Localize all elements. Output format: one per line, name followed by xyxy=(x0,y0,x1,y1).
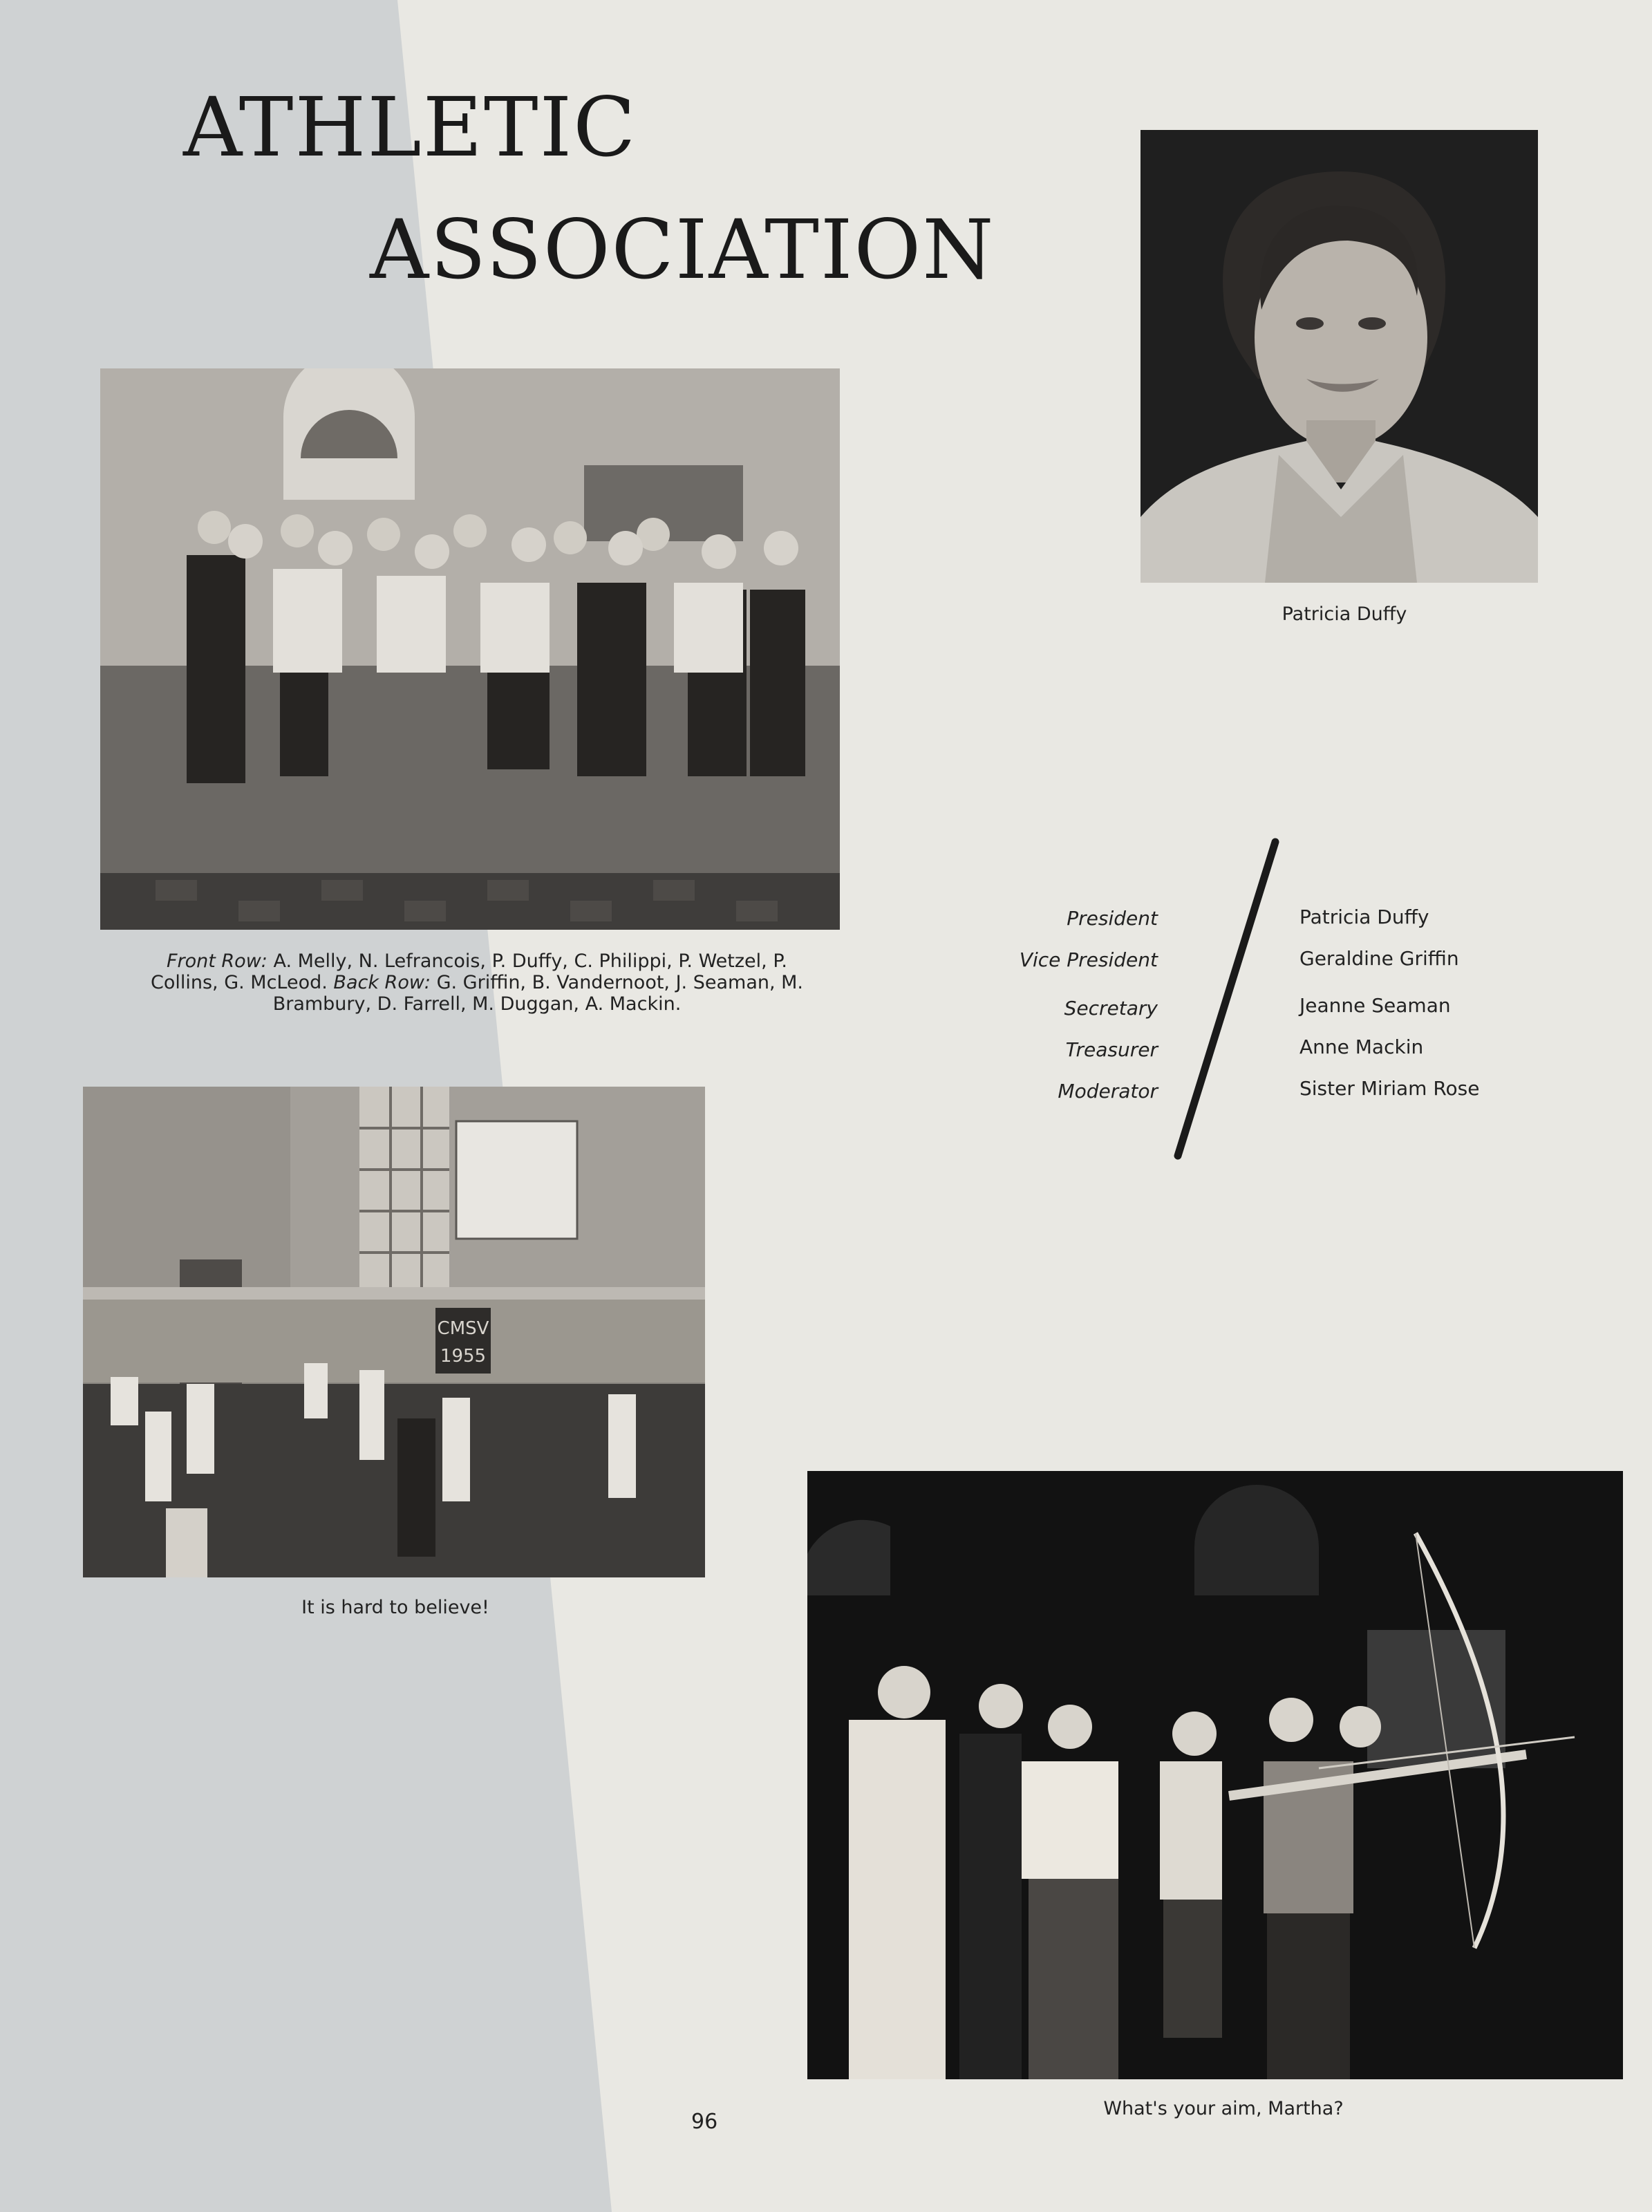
officer-name-secretary: Jeanne Seaman xyxy=(1299,994,1451,1017)
archery-photo xyxy=(807,1471,1623,2079)
group-photo-caption xyxy=(131,950,823,1015)
officer-name-moderator: Sister Miriam Rose xyxy=(1299,1077,1480,1100)
portrait-photo xyxy=(1141,130,1538,583)
officer-name-vice-president: Geraldine Griffin xyxy=(1299,947,1459,970)
group-photo xyxy=(100,368,840,930)
officers-divider-slash xyxy=(1168,836,1286,1161)
officer-role-treasurer: Treasurer xyxy=(1065,1038,1158,1061)
gym-photo xyxy=(83,1087,705,1577)
officer-name-treasurer: Anne Mackin xyxy=(1299,1035,1424,1058)
portrait-caption: Patricia Duffy xyxy=(1282,603,1407,625)
archery-photo-caption: What's your aim, Martha? xyxy=(1103,2098,1344,2119)
group-caption-back-row-label: Back Row: xyxy=(333,972,431,993)
officer-role-president: President xyxy=(1067,907,1158,930)
gym-photo-caption: It is hard to believe! xyxy=(301,1597,489,1618)
page-number: 96 xyxy=(691,2110,718,2134)
group-caption-back-row-names: G. Griffin, B. Vandernoot, J. Seaman, M. Brambury, D. Farrell, M. Duggan, A. Mackin. xyxy=(272,972,804,1015)
gym-banner-line-1: CMSV xyxy=(437,1318,489,1339)
officers-names xyxy=(1299,899,1576,1134)
group-caption-front-row-names: A. Melly, N. Lefrancois, P. Duffy, C. Philippi, P. Wetzel, P. Collins, G. McLeod. xyxy=(150,950,787,993)
page-title-line-2: ASSOCIATION xyxy=(370,202,995,297)
officer-role-secretary: Secretary xyxy=(1064,997,1158,1020)
group-caption-front-row-label: Front Row: xyxy=(166,950,267,972)
officers-labels xyxy=(968,899,1158,1134)
officer-name-president: Patricia Duffy xyxy=(1299,906,1429,928)
officer-role-vice-president: Vice President xyxy=(1019,948,1158,971)
gym-banner-line-2: 1955 xyxy=(440,1346,487,1367)
officer-role-moderator: Moderator xyxy=(1058,1080,1158,1103)
page-title-line-1: ATHLETIC xyxy=(183,79,637,175)
